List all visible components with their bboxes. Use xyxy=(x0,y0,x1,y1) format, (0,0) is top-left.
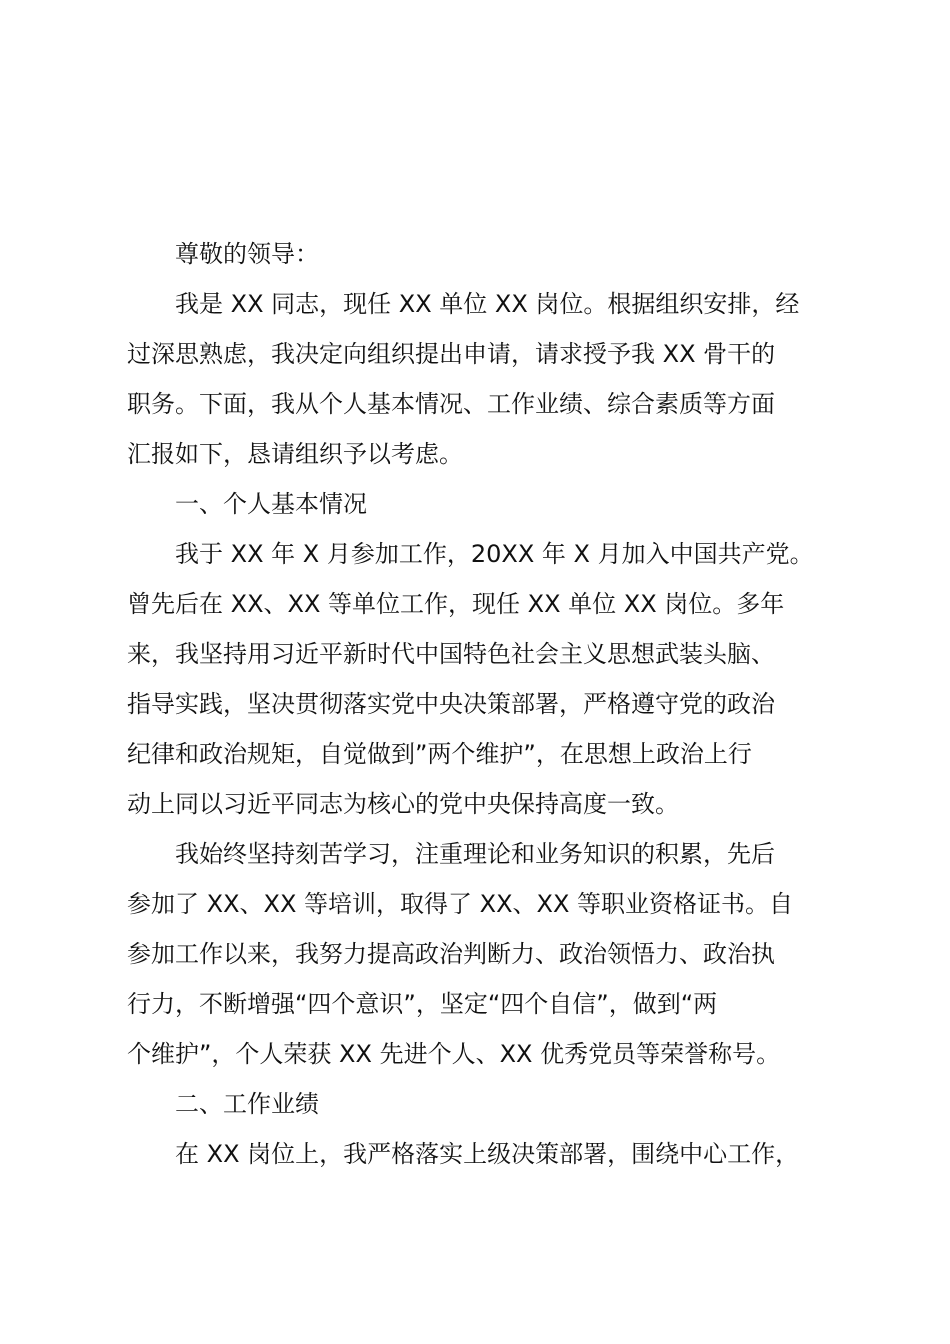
document-text-lines xyxy=(127,279,847,1179)
text-line: 过深思熟虑，我决定向组织提出申请，请求授予我 XX 骨干的 xyxy=(127,340,776,368)
text-line: 二、工作业绩 xyxy=(175,1090,319,1118)
text-line: 我始终坚持刻苦学习，注重理论和业务知识的积累，先后 xyxy=(175,840,775,868)
text-line: 行力，不断增强“四个意识”，坚定“四个自信”，做到“两 xyxy=(127,990,718,1018)
text-line: 我是 XX 同志，现任 XX 单位 XX 岗位。根据组织安排，经 xyxy=(175,290,800,318)
text-line: 个维护”，个人荣获 XX 先进个人、XX 优秀党员等荣誉称号。 xyxy=(127,1040,781,1068)
text-line: 参加工作以来，我努力提高政治判断力、政治领悟力、政治执 xyxy=(127,940,775,968)
text-line: 在 XX 岗位上，我严格落实上级决策部署，围绕中心工作， xyxy=(175,1140,800,1168)
text-line: 职务。下面，我从个人基本情况、工作业绩、综合素质等方面 xyxy=(127,390,775,418)
text-line: 参加了 XX、XX 等培训，取得了 XX、XX 等职业资格证书。自 xyxy=(127,890,794,918)
text-line: 指导实践，坚决贯彻落实党中央决策部署，严格遵守党的政治 xyxy=(127,690,775,718)
text-line: 我于 XX 年 X 月参加工作，20XX 年 X 月加入中国共产党。 xyxy=(175,540,814,568)
text-line: 曾先后在 XX、XX 等单位工作，现任 XX 单位 XX 岗位。多年 xyxy=(127,590,785,618)
document-body xyxy=(127,229,847,1179)
text-line: 动上同以习近平同志为核心的党中央保持高度一致。 xyxy=(127,790,679,818)
text-line: 一、个人基本情况 xyxy=(175,490,367,518)
text-line: 来，我坚持用习近平新时代中国特色社会主义思想武装头脑、 xyxy=(127,640,775,668)
salutation: 尊敬的领导： xyxy=(175,240,319,268)
text-line: 纪律和政治规矩，自觉做到”两个维护”，在思想上政治上行 xyxy=(127,740,752,768)
text-line: 汇报如下，恳请组织予以考虑。 xyxy=(127,440,463,468)
